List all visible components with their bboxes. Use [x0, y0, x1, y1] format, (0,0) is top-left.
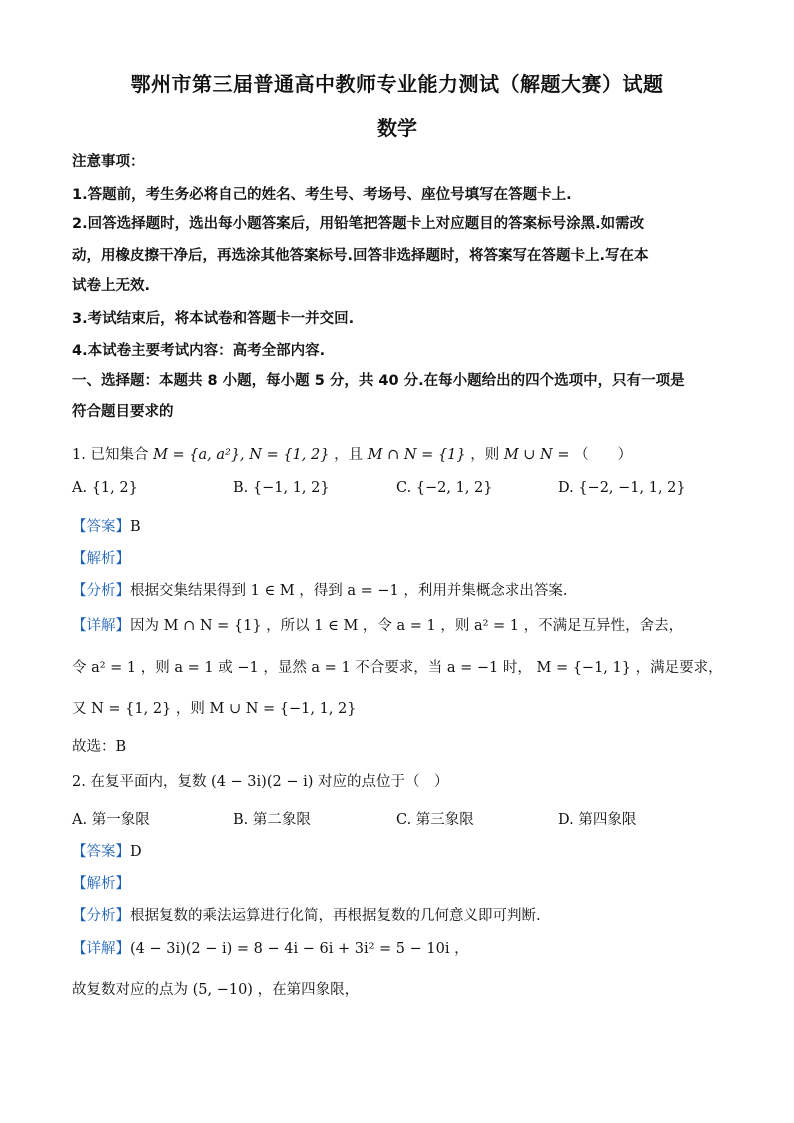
subject-title: 数学	[377, 116, 417, 140]
q1-option-d	[558, 480, 686, 496]
q1-answer	[72, 515, 724, 536]
q2-option-c	[396, 808, 474, 829]
q1-stem-math-2: M ∩ N = {1}	[367, 447, 466, 463]
option-label: A.	[72, 812, 88, 828]
q1-stem-math-1: M = {a, a²}, N = {1, 2}	[153, 447, 330, 463]
answer-value: B	[130, 519, 141, 535]
q2-detail-line-1	[72, 937, 724, 958]
notice-item-2-line-1: 2.回答选择题时，选出每小题答案后，用铅笔把答题卡上对应题目的答案标号涂黑.如需改	[72, 216, 645, 232]
option-label: B.	[233, 480, 249, 496]
option-label: D.	[558, 812, 574, 828]
notice-item-4: 4.本试卷主要考试内容：高考全部内容.	[72, 343, 326, 359]
option-label: C.	[396, 812, 412, 828]
notice-heading: 注意事项：	[72, 154, 145, 170]
section-heading-line-1: 一、选择题：本题共 8 小题，每小题 5 分，共 40 分.在每小题给出的四个选项中，只有一项是	[72, 373, 685, 389]
q1-option-a	[72, 480, 138, 496]
q2-answer	[72, 840, 724, 861]
q1-stem-text-c: ，则	[470, 447, 500, 463]
q1-stem-text-a: 1. 已知集合	[72, 447, 149, 463]
option-text: 第三象限	[415, 812, 474, 828]
q2-option-d	[558, 808, 636, 829]
q2-analysis-heading	[72, 872, 724, 893]
option-label: C.	[396, 480, 412, 496]
option-label: D.	[558, 480, 574, 496]
q1-option-c	[396, 480, 493, 496]
q1-stem-text-d: （ ）	[574, 447, 633, 463]
option-label: B.	[233, 812, 249, 828]
detail-tag: 【详解】	[72, 618, 130, 634]
fenxi-tag: 【分析】	[72, 908, 130, 924]
q2-fenxi	[72, 904, 724, 925]
detail-text: 因为 M ∩ N = {1} ，所以 1 ∈ M ，令 a = 1 ，则 a² = 1 ，不满足互异性，舍去，	[130, 618, 684, 634]
notice-item-3: 3.考试结束后，将本试卷和答题卡一并交回.	[72, 311, 355, 327]
q1-conclusion: 故选：B	[72, 739, 127, 755]
q2-option-a	[72, 808, 150, 829]
q1-analysis-heading	[72, 547, 724, 568]
section-heading-line-2: 符合题目要求的	[72, 404, 174, 420]
notice-item-2-line-2: 动，用橡皮擦干净后，再选涂其他答案标号.回答非选择题时，将答案写在答题卡上.写在本	[72, 248, 649, 264]
fenxi-text: 根据交集结果得到 1 ∈ M ，得到 a = −1 ，利用并集概念求出答案.	[130, 583, 568, 599]
detail-text: (4 − 3i)(2 − i) = 8 − 4i − 6i + 3i² = 5 − 10i ，	[130, 941, 469, 957]
option-text: {−1, 1, 2}	[252, 480, 330, 496]
detail-tag: 【详解】	[72, 941, 130, 957]
option-label: A.	[72, 480, 88, 496]
q2-option-b	[233, 808, 311, 829]
answer-tag: 【答案】	[72, 844, 130, 860]
analysis-tag: 【解析】	[72, 551, 130, 567]
option-text: {1, 2}	[91, 480, 138, 496]
q1-detail-line-3: 又 N = {1, 2} ，则 M ∪ N = {−1, 1, 2}	[72, 701, 357, 717]
q1-stem-math-3: M ∪ N =	[503, 447, 570, 463]
q2-detail-line-2: 故复数对应的点为 (5, −10) ，在第四象限，	[72, 982, 360, 998]
q1-stem-text-b: ，且	[334, 447, 364, 463]
page-title: 鄂州市第三届普通高中教师专业能力测试（解题大赛）试题	[130, 72, 664, 96]
option-text: {−2, −1, 1, 2}	[578, 480, 686, 496]
answer-tag: 【答案】	[72, 519, 130, 535]
fenxi-tag: 【分析】	[72, 583, 130, 599]
analysis-tag: 【解析】	[72, 876, 130, 892]
option-text: {−2, 1, 2}	[415, 480, 493, 496]
answer-value: D	[130, 844, 142, 860]
option-text: 第四象限	[578, 812, 637, 828]
option-text: 第一象限	[91, 812, 150, 828]
notice-item-1: 1.答题前，考生务必将自己的姓名、考生号、考场号、座位号填写在答题卡上.	[72, 187, 572, 203]
question-1-stem	[72, 443, 724, 464]
q1-detail-line-1	[72, 614, 724, 635]
fenxi-text: 根据复数的乘法运算进行化简，再根据复数的几何意义即可判断.	[130, 908, 541, 924]
option-text: 第二象限	[252, 812, 311, 828]
q1-detail-line-2: 令 a² = 1 ，则 a = 1 或 −1 ，显然 a = 1 不合要求，当 a = −1 时， M = {−1, 1} ，满足要求，	[72, 660, 723, 676]
notice-item-2-line-3: 试卷上无效.	[72, 278, 151, 294]
question-2-stem: 2. 在复平面内，复数 (4 − 3i)(2 − i) 对应的点位于（ ）	[72, 774, 449, 790]
q1-option-b	[233, 480, 330, 496]
q1-fenxi	[72, 579, 724, 600]
